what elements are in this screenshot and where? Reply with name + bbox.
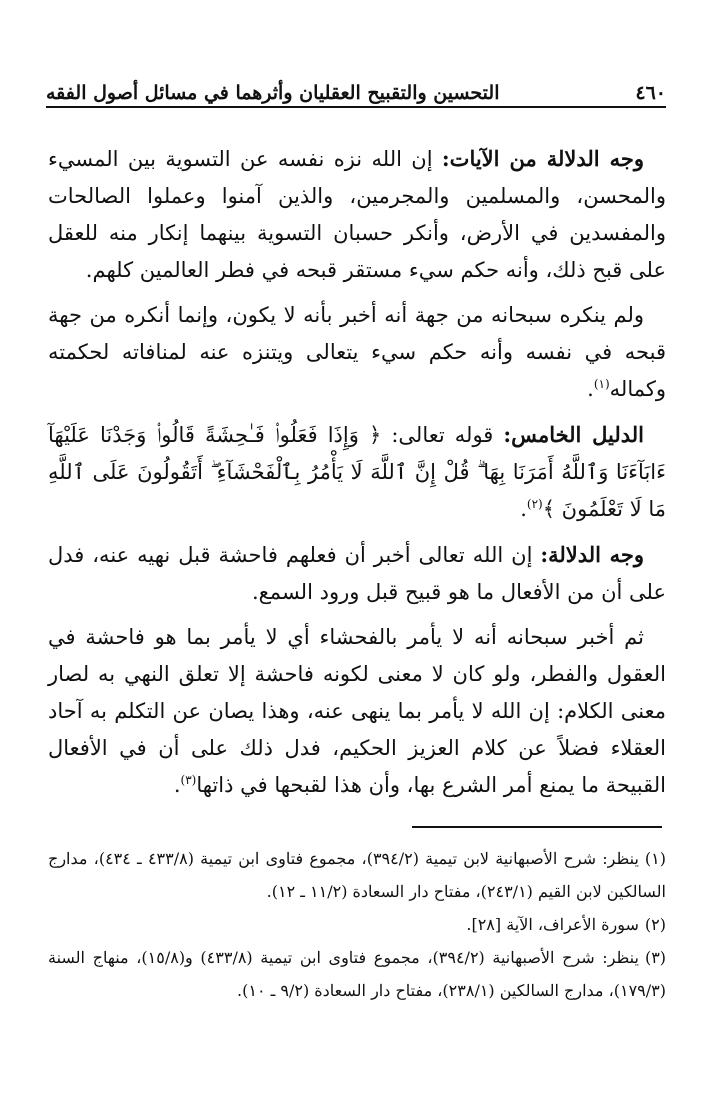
quran-verse: ﴿ وَإِذَا فَعَلُوا۟ فَـٰحِشَةً قَالُوا۟ وَجَدْنَا عَلَيْهَآ ءَابَآءَنَا وَٱللَّهُ أَمَرَنَا بِهَا ۗ قُلْ إِنَّ ٱللَّهَ لَا يَأْمُرُ بِٱلْفَحْشَآءِ ۖ أَتَقُولُونَ عَلَى ٱللَّهِ مَا لَا تَعْلَمُونَ ﴾ xyxy=(48,423,666,521)
paragraph-end: . xyxy=(520,497,527,521)
running-header xyxy=(46,70,666,104)
footnote-text: ينظر: شرح الأصبهانية (٣٩٤/٢)، مجموع فتاوى ابن تيمية (٤٣٣/٨) و(١٥/٨)، منهاج السنة (١٧٩/٣)، مدارج السالكين (٢٣٨/١)، مفتاح دار السعادة (٩/٢ ـ ١٠). xyxy=(48,948,666,1000)
paragraph-text: قوله تعالى: xyxy=(381,423,504,447)
header-rule xyxy=(46,106,666,108)
paragraph-end: . xyxy=(587,377,594,401)
footnote-ref-3[interactable]: (٣) xyxy=(180,773,197,787)
footnote-text: ينظر: شرح الأصبهانية لابن تيمية (٣٩٤/٢)، مجموع فتاوى ابن تيمية (٤٣٣/٨ ـ ٤٣٤)، مدارج السالكين لابن القيم (٢٤٣/١)، مفتاح دار السعادة (١١/٢ ـ ١٢). xyxy=(48,849,666,901)
running-title: التحسين والتقبيح العقليان وأثرهما في مسائل أصول الفقه xyxy=(46,82,500,104)
paragraph-fifth-proof xyxy=(48,416,666,528)
paragraph-text: ولم ينكره سبحانه من جهة أنه أخبر بأنه لا يكون، وإنما أنكره من جهة قبحه في نفسه وأنه حكم سيء يتعالى ويتنزه عنه لمنافاته لحكمته وكماله xyxy=(48,303,666,401)
paragraph-text: إن الله تعالى أخبر أن فعلهم فاحشة قبل نهيه عنه، فدل على أن من الأفعال ما هو قبيح قبل ورود السمع. xyxy=(48,543,666,604)
paragraph-end: . xyxy=(173,773,181,797)
footnote-text: سورة الأعراف، الآية [٢٨]. xyxy=(466,915,639,934)
paragraph-lead: وجه الدلالة من الآيات: xyxy=(441,146,644,171)
paragraph-lead: وجه الدلالة: xyxy=(540,542,644,567)
footnote-3 xyxy=(48,941,666,1007)
page-number: ٤٦٠ xyxy=(635,82,666,104)
paragraph-lead: الدليل الخامس: xyxy=(503,422,644,447)
footnote-rule xyxy=(412,826,662,828)
paragraph-conclusion xyxy=(48,619,666,804)
paragraph-text: إن الله نزه نفسه عن التسوية بين المسيء والمحسن، والمسلمين والمجرمين، والذين آمنوا وعملوا الصالحات والمفسدين في الأرض، وأنكر حسبان التسوية بينهما إنكار منه للعقل على قبح ذلك، وأنه حكم سيء مستقر قبحه في فطر العالمين كلهم. xyxy=(48,147,666,282)
footnote-2 xyxy=(48,908,666,941)
footnote-ref-1[interactable]: (١) xyxy=(593,377,610,391)
paragraph-evidence xyxy=(48,536,666,611)
footnote-number: (٣) xyxy=(644,948,667,967)
footnote-ref-2[interactable]: (٢) xyxy=(526,497,543,511)
footnotes xyxy=(48,842,666,1007)
footnote-1 xyxy=(48,842,666,908)
main-text xyxy=(48,140,666,812)
paragraph-text: ثم أخبر سبحانه أنه لا يأمر بالفحشاء أي لا يأمر بما هو فاحشة في العقول والفطر، ولو كان لا معنى لكونه فاحشة إلا تعلق النهي به لصار معنى الكلام: إن الله لا يأمر بما ينهى عنه، وهذا يصان عن التكلم به آحاد العقلاء فضلاً عن كلام العزيز الحكيم، فدل ذلك على أن في الأفعال القبيحة ما يمنع أمر الشرع بها، وأن هذا لقبحها في ذاتها xyxy=(48,625,666,797)
footnote-number: (١) xyxy=(644,849,667,868)
paragraph-evidence-verses xyxy=(48,140,666,289)
footnote-number: (٢) xyxy=(644,915,666,934)
paragraph-denial-reason xyxy=(48,297,666,408)
